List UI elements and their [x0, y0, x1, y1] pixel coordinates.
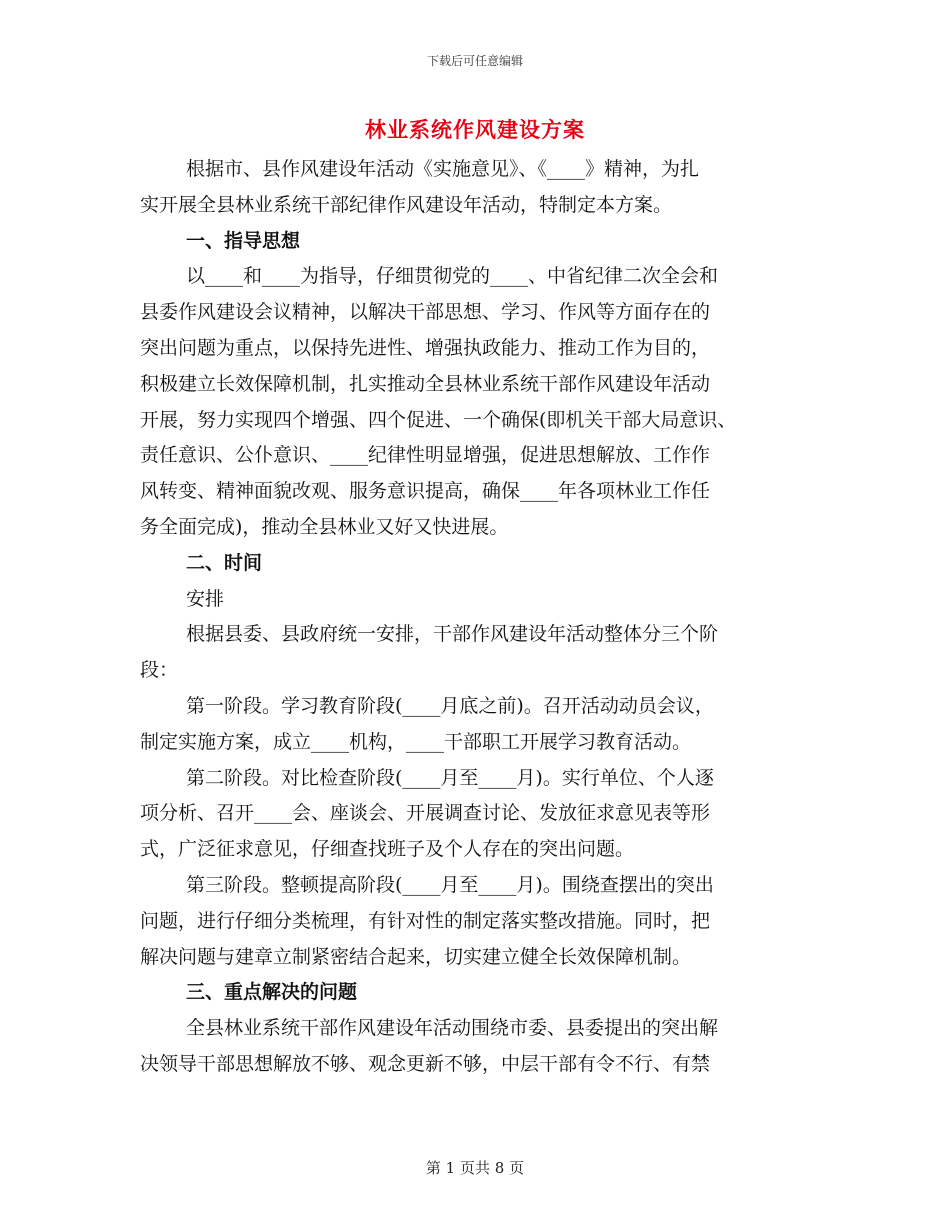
text-line: 决领导干部思想解放不够、观念更新不够，中层干部有令不行、有禁: [140, 1052, 711, 1075]
text-line: 第三阶段。整顿提高阶段(____月至____月)。围绕查摆出的突出: [186, 873, 714, 896]
text-line: 第一阶段。学习教育阶段(____月底之前)。召开活动动员会议，: [186, 694, 714, 717]
text-line: 风转变、精神面貌改观、服务意识提高，确保____年各项林业工作任: [140, 480, 711, 503]
text-line: 实开展全县林业系统干部纪律作风建设年活动，特制定本方案。: [140, 193, 673, 216]
text-line: 积极建立长效保障机制，扎实推动全县林业系统干部作风建设年活动: [140, 372, 711, 395]
text-line: 问题，进行仔细分类梳理，有针对性的制定落实整改措施。同时，把: [140, 909, 711, 932]
text-line: 责任意识、公仆意识、____纪律性明显增强，促进思想解放、工作作: [140, 444, 711, 467]
text-line: 突出问题为重点，以保持先进性、增强执政能力、推动工作为目的，: [140, 336, 711, 359]
section-heading: 一、指导思想: [186, 229, 301, 252]
page-footer: 第 1 页共 8 页: [425, 1159, 525, 1177]
text-line: 安排: [186, 587, 225, 610]
section-heading: 二、时间: [186, 551, 263, 574]
text-line: 解决问题与建章立制紧密结合起来，切实建立健全长效保障机制。: [140, 945, 692, 968]
text-line: 根据县委、县政府统一安排，干部作风建设年活动整体分三个阶: [186, 623, 719, 646]
text-line: 以____和____为指导，仔细贯彻党的____、中省纪律二次全会和: [186, 265, 719, 288]
text-line: 根据市、县作风建设年活动《实施意见》、《____》精神，为扎: [186, 158, 700, 180]
text-line: 开展，努力实现四个增强、四个促进、一个确保(即机关干部大局意识、: [140, 408, 737, 431]
text-line: 段：: [140, 659, 179, 682]
text-line: 项分析、召开____会、座谈会、开展调查讨论、发放征求意见表等形: [140, 802, 711, 825]
text-line: 全县林业系统干部作风建设年活动围绕市委、县委提出的突出解: [186, 1017, 719, 1040]
document-body: [140, 152, 820, 1083]
text-line: 制定实施方案，成立____机构，____干部职工开展学习教育活动。: [140, 730, 692, 753]
text-line: 第二阶段。对比检查阶段(____月至____月)。实行单位、个人逐: [186, 766, 714, 789]
text-line: 务全面完成)，推动全县林业又好又快进展。: [140, 515, 509, 538]
text-line: 县委作风建设会议精神，以解决干部思想、学习、作风等方面存在的: [140, 301, 711, 324]
page-header: 下载后可任意编辑: [426, 54, 523, 68]
section-heading: 三、重点解决的问题: [186, 981, 358, 1004]
text-line: 式，广泛征求意见，仔细查找班子及个人存在的突出问题。: [140, 838, 635, 861]
document-title: 林业系统作风建设方案: [365, 117, 585, 142]
